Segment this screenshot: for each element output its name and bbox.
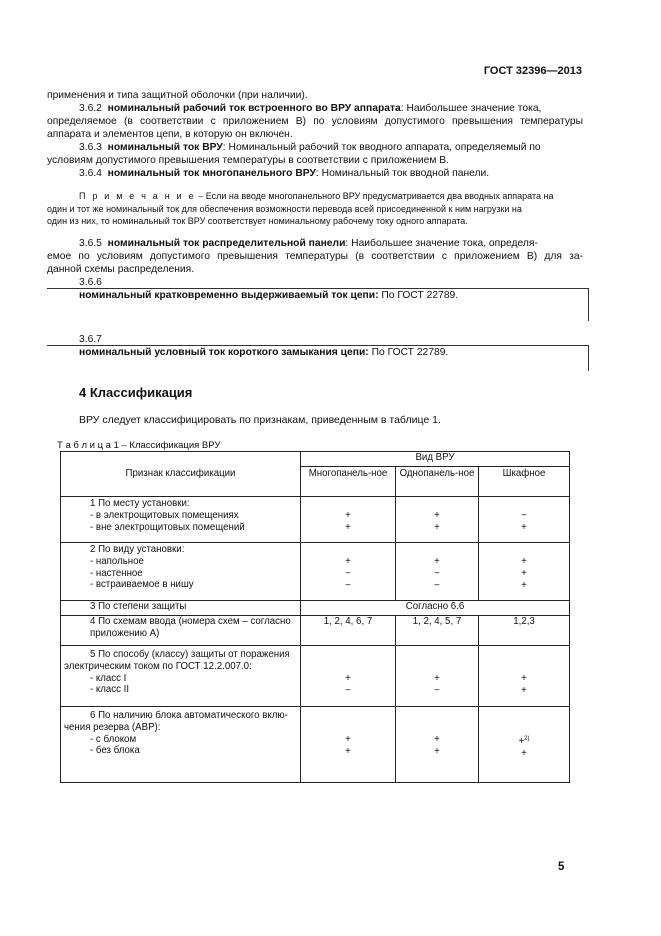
value-mark: − [434,579,440,591]
row-option: - встраиваемое в нишу [90,579,194,591]
value-mark: + [521,673,527,684]
clause-3-6-4 [79,167,583,180]
clause-number: 3.6.4 [79,168,102,179]
value-mark: + [521,684,527,696]
document-header: ГОСТ 32396—2013 [483,65,582,77]
row-value [479,707,570,783]
header-col-cabinet: Шкафное [479,467,570,497]
row-value [479,543,570,601]
clause-text: : Наибольшее значение тока, [400,103,542,114]
value-mark: + [434,510,440,521]
value-mark: + [345,745,351,757]
clause-3-6-7-number: 3.6.7 [79,334,102,345]
row-option: - класс II [90,684,130,696]
clause-text: : Наибольшее значение тока, определя- [345,238,538,249]
value-mark: + [521,567,527,579]
clause-3-6-2-line3: аппарата и элементов цепи, в которую он включен. [47,129,293,140]
row-feature [61,543,301,601]
clause-term: номинальный ток многопанельного ВРУ [107,168,316,179]
clause-3-6-3-line2: условиям допустимого превышения температуры в соответствии с приложением В. [47,155,450,166]
row-feature: 3 По степени защиты [61,601,301,616]
note-text: – Если на вводе многопанельного ВРУ предусматривается два вводных аппарата на [195,191,554,201]
row-option: - напольное [90,555,144,567]
clause-3-6-2 [79,102,583,115]
row-value: Согласно 6.6 [301,601,570,616]
value-mark: + [345,521,351,533]
row-feature [61,497,301,543]
row-title: 2 По виду установки: [90,544,185,555]
clause-term: номинальный рабочий ток встроенного во ВРУ аппарата [107,103,401,114]
row-value [301,707,396,783]
row-option: - с блоком [90,733,137,745]
row-value: 1, 2, 4, 5, 7 [396,616,479,646]
header-col-singlepanel: Однопанель-ное [396,467,479,497]
value-mark: − [434,684,440,696]
row-value [479,646,570,707]
table-header-row [61,452,570,467]
table-row [61,707,570,783]
value-mark: + [521,748,527,760]
value-mark: − [345,579,351,591]
value-mark: − [345,684,351,696]
table-caption [57,440,220,451]
value-mark: − [345,567,351,579]
clause-term: номинальный ток ВРУ [107,142,223,153]
row-option: - класс I [90,672,127,684]
row-value [301,497,396,543]
table-row [61,497,570,543]
clause-text: По ГОСТ 22789. [378,290,459,301]
table-caption-label: Т а б л и ц а 1 [57,440,119,451]
clause-text: : Номинальный ток вводной панели. [315,168,490,179]
value-mark: − [521,510,527,521]
row-value [396,646,479,707]
row-value [479,497,570,543]
clause-text: : Номинальный рабочий ток вводного аппарата, определяемый по [222,142,541,153]
value-mark-with-footnote [482,734,566,748]
table-row [61,601,570,616]
value-mark: + [434,734,440,745]
note-line3: один из них, то номинальный ток ВРУ соответствует номинальному рабочему току одного аппарата. [47,216,468,226]
table-caption-text: – Классификация ВРУ [118,440,221,451]
clause-number: 3.6.5 [79,238,102,249]
clause-3-6-6 [79,289,583,302]
row-option: - вне электрощитовых помещений [90,521,245,533]
paragraph-continuation: применения и типа защитной оболочки (при наличии). [47,90,308,101]
clause-3-6-5-line3: данной схемы распределения. [47,264,195,275]
clause-term: номинальный кратковременно выдерживаемый ток цепи: [79,290,379,301]
footnote-ref: 2) [524,736,530,742]
value-mark: + [434,521,440,533]
section-heading: 4 Классификация [79,385,193,400]
row-option: - без блока [90,745,140,757]
row-value [396,543,479,601]
clause-number: 3.6.2 [79,103,102,114]
note-line2: один и тот же номинальный ток для обеспечения возможности перевода всей присоединенной к ним нагрузки на [47,204,522,214]
row-feature [61,646,301,707]
clause-text: По ГОСТ 22789. [368,347,449,358]
table-row [61,543,570,601]
note-label: П р и м е ч а н и е [79,191,196,201]
table-row [61,646,570,707]
row-value: 1,2,3 [479,616,570,646]
row-feature: 4 По схемам ввода (номера схем – согласно приложению А) [61,616,301,646]
row-value: 1, 2, 4, 6, 7 [301,616,396,646]
row-option: - настенное [90,567,143,579]
row-title: 5 По способу (классу) защиты от поражения электрическим током по ГОСТ 12.2.007.0: [64,649,290,672]
value-mark: − [434,567,440,579]
header-feature: Признак классификации [61,452,301,497]
header-col-multipanel: Многопанель-ное [301,467,396,497]
row-value [396,707,479,783]
value-mark: + [345,510,351,521]
clause-3-6-2-line2: определяемое (в соответствии с приложением В) по условиям допустимого превышения температуры [47,116,583,127]
clause-3-6-5-line2: емое по условиям допустимого превышения температуры (в соответствии с приложением В) для за- [47,251,583,262]
row-value [396,497,479,543]
value-mark: + [345,673,351,684]
value-mark: + [518,736,525,748]
value-mark: + [434,556,440,567]
clause-term: номинальный ток распределительной панели [107,238,346,249]
note-line1 [79,190,583,202]
table-row [61,616,570,646]
page-number: 5 [558,861,565,873]
clause-term: номинальный условный ток короткого замыкания цепи: [79,347,369,358]
clause-3-6-7 [79,346,583,359]
row-title: 1 По месту установки: [90,498,190,509]
clause-number: 3.6.3 [79,142,102,153]
clause-3-6-3 [79,141,583,154]
clause-3-6-6-number: 3.6.6 [79,277,102,288]
value-mark: + [521,556,527,567]
row-feature [61,707,301,783]
row-value [301,646,396,707]
section-intro: ВРУ следует классифицировать по признакам, приведенным в таблице 1. [79,414,441,426]
header-group: Вид ВРУ [301,452,570,467]
value-mark: + [345,556,351,567]
value-mark: + [345,734,351,745]
row-title: 6 По наличию блока автоматического вклю-чения резерва (АВР): [64,710,288,733]
value-mark: + [521,579,527,591]
clause-3-6-5 [79,237,583,250]
value-mark: + [434,745,440,757]
row-value [301,543,396,601]
value-mark: + [521,521,527,533]
classification-table [60,451,570,783]
value-mark: + [434,673,440,684]
row-option: - в электрощитовых помещениях [90,509,239,521]
